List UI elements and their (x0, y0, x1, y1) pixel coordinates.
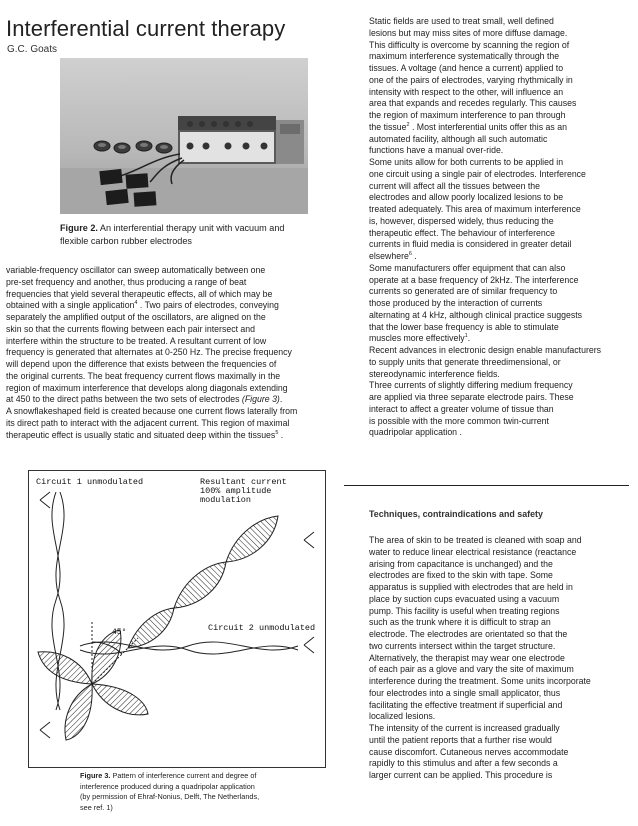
text-line: operate at a base frequency of 2kHz. The interference (369, 274, 579, 285)
text-line: The intensity of the current is increased gradually (369, 723, 560, 733)
text-line: its direct path to interact with the adjacent current. This region of maximal (6, 417, 290, 428)
text-line: currents in fluid media is considered in greater detail (369, 239, 572, 250)
section-heading: Techniques, contraindications and safety (369, 509, 543, 519)
text-line: facilitating the effective treatment if superficial and (369, 699, 563, 710)
text-line: The area of skin to be treated is cleaned with soap and (369, 535, 582, 545)
figure-3-label: Figure 3. (80, 771, 111, 780)
text-line: the tissue$^2$ . Most interferential units offer this as an (369, 121, 567, 132)
figure-reference: (Figure 3) (241, 394, 280, 405)
text-line: maximum interference systematically through the (369, 51, 560, 62)
text-line: region of maximum interference that develops along diagonals extending (6, 382, 288, 393)
text-line: at 450 to the direct paths between the two sets of electrodes (Figure 3). (6, 394, 283, 405)
text-line: electrodes and allow poorly localized lesions to be (369, 192, 564, 203)
text-line: frequencies that yield several therapeutic effects, all of which may be (6, 288, 273, 299)
text-line: such as the trunk where it is difficult to strap an (369, 617, 551, 628)
reference-superscript: 6 (408, 251, 412, 258)
figure-2-caption (60, 222, 284, 248)
text-line: A snowflakeshaped field is created because one current flows laterally from (6, 406, 298, 416)
reference-superscript: 1 (464, 333, 468, 340)
article-title: Interferential current therapy (6, 16, 286, 41)
text-line: interference during the treatment. Some units incorporate (369, 676, 591, 686)
author-name: G.C. Goats (7, 44, 58, 55)
text-line: are applied via three separate electrode pairs. These (369, 392, 574, 402)
reference-superscript: 5 (275, 429, 279, 436)
figure-2-caption-text-2: flexible carbon rubber electrodes (60, 236, 192, 246)
text-line: This difficulty is overcome by scanning the region of (369, 39, 570, 50)
text-line: is possible with the more common twin-current (369, 415, 549, 426)
text-line: of each pair as a glove and vary the site of maximum (369, 664, 574, 675)
text-line: pre-set frequency and another, thus producing a range of beat (6, 276, 247, 287)
text-line: is, however, dispersed widely, thus reducing the (369, 215, 554, 226)
text-line: electrodes are fixed to the skin with tape. Some (369, 570, 553, 581)
text-line: muscles more effectively$^1$. (369, 333, 471, 344)
text-line: to supply units that generate threedimensional, or (369, 356, 561, 367)
text-line: will depend upon the difference that exists between the frequencies of (6, 359, 277, 369)
text-line: pump. This facility is useful when treating regions (369, 605, 560, 616)
text-line: Recent advances in electronic design enable manufacturers (369, 345, 602, 355)
text-line: skin so that the currents flowing between each pair intersect and (6, 323, 256, 334)
text-line: the region of maximum interference to pan through (369, 110, 566, 120)
text-line: current will affect all the tissues between the (369, 180, 541, 191)
text-line: interfere within the structure to be treated. A resultant current of low (6, 335, 267, 346)
text-line: apparatus is supplied with electrodes that are held in (369, 582, 573, 592)
text-line: frequency is generated that alternates at 0-250 Hz. The precise frequency (6, 347, 292, 358)
text-line: water to reduce linear electrical resistance (reactance (369, 546, 577, 557)
text-line: one circuit using a single pair of electrodes. Interference (369, 168, 586, 179)
text-line: Static fields are used to treat small, well defined (369, 16, 554, 26)
circuit-2-label: Circuit 2 unmodulated (208, 623, 316, 633)
text-line: tissues. A voltage (and hence a current) applied to (369, 63, 564, 73)
text-line: one of the pairs of electrodes, varying rhythmically in (369, 74, 573, 85)
text-line: automated facility, although all such automatic (369, 133, 548, 144)
resultant-label-1: Resultant current (200, 477, 287, 487)
text-line: area that expands and recedes regularly. This causes (369, 98, 577, 109)
angle-label: 45° (112, 628, 127, 637)
text-line: lesions but may miss sites of more diffuse damage. (369, 27, 568, 38)
text-line: variable-frequency oscillator can sweep automatically between one (6, 265, 266, 275)
text-line: the original currents. The beat frequency current flows maximally in the (6, 370, 281, 381)
text-line: quadripolar application . (369, 427, 462, 438)
figure-2-caption-text: An interferential therapy unit with vacuum and (97, 223, 285, 233)
text-line: elsewhere$^6$ . (369, 251, 417, 261)
text-line: therapeutic effect is usually static and situated deep within the tissues$^5$ . (6, 429, 284, 440)
text-line: separately the amplified output of the oscillators, are aligned on the (6, 312, 266, 322)
text-line: Some manufacturers offer equipment that can also (369, 262, 566, 273)
text-line: those produced by the interaction of currents (369, 298, 543, 308)
text-line: rapidly to this stimulus and after a few seconds a (369, 758, 558, 769)
text-line: place by suction cups evacuated using a vacuum (369, 593, 560, 604)
text-line: two currents intersect within the target structure. (369, 640, 556, 651)
section-divider (344, 485, 629, 486)
interference-pattern-diagram (28, 470, 326, 768)
figure-2-label: Figure 2. (60, 223, 98, 233)
text-line: currents so generated are of similar frequency to (369, 286, 558, 297)
figure-3-diagram (28, 470, 326, 768)
text-line: therapeutic effect. The behaviour of interference (369, 227, 555, 238)
text-line: cause discomfort. Cutaneous nerves accommodate (369, 746, 569, 757)
section-body (369, 535, 591, 782)
circuit-1-label: Circuit 1 unmodulated (36, 477, 144, 487)
text-line: four electrodes into a single small applicator, thus (369, 687, 561, 698)
resultant-label-2: 100% amplitude (200, 486, 272, 496)
text-line: that the lower base frequency is able to stimulate (369, 321, 559, 332)
figure-2-photo (60, 58, 308, 214)
text-line: larger current can be applied. This procedure is (369, 770, 553, 780)
interferential-unit-photo (60, 58, 308, 214)
text-line: intensity with respect to the other, will influence an (369, 86, 564, 97)
right-column-body (369, 16, 601, 439)
text-line: obtained with a single application$^4$ . Two pairs of electrodes, conveying (6, 300, 279, 311)
text-line: arising from capacitance is unchanged) and the (369, 558, 553, 569)
text-line: Some units allow for both currents to be applied in (369, 157, 564, 167)
text-line: functions have a manual over-ride. (369, 145, 504, 156)
reference-superscript: 4 (134, 300, 138, 307)
text-line: treated adequately. This area of maximum interference (369, 204, 581, 214)
reference-superscript: 2 (406, 121, 410, 128)
text-line: electrode. The electrodes are orientated so that the (369, 629, 568, 639)
text-line: Three currents of slightly differing medium frequency (369, 380, 573, 391)
text-line: until the patient reports that a further rise would (369, 734, 552, 745)
text-line: stereodynamic interference fields. (369, 368, 500, 379)
figure-3-caption: Figure 3. Pattern of interference current and degree of interference produced during a quadripolar application (by permission of Ehraf-Nonius, Delft, The Netherlands, see ref. 1) (80, 771, 260, 812)
text-line: interact to affect a greater volume of tissue than (369, 403, 554, 414)
left-column-body (6, 265, 297, 441)
resultant-label-3: modulation (200, 495, 252, 505)
text-line: alternating at 4 kHz, although clinical practice suggests (369, 309, 583, 320)
text-line: localized lesions. (369, 711, 436, 722)
text-line: Alternatively, the therapist may wear one electrode (369, 652, 565, 663)
